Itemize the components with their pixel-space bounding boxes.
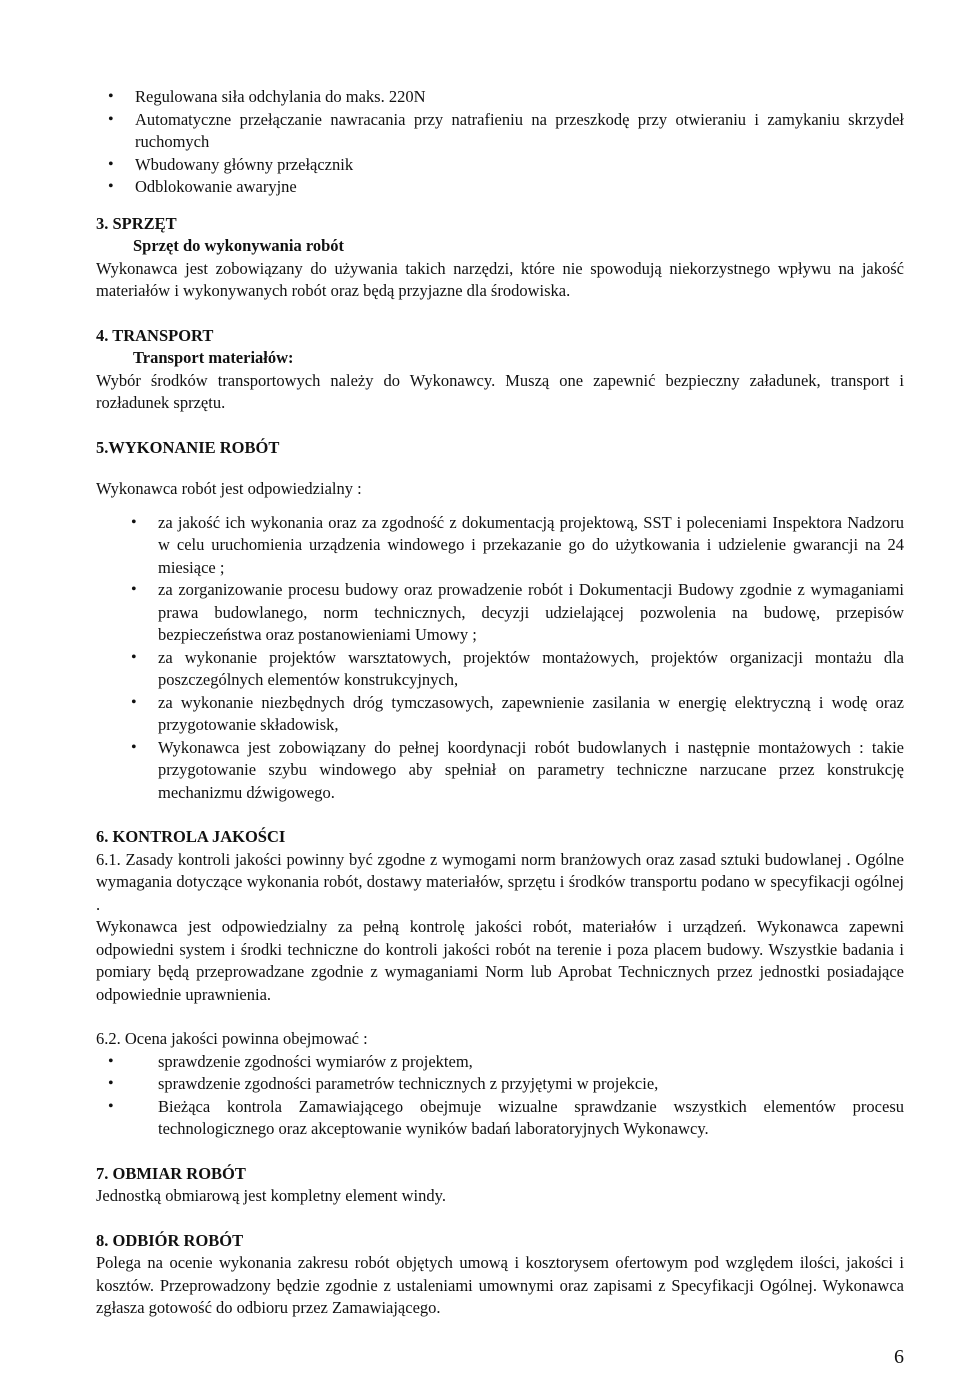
section-4 [96, 325, 904, 415]
list-item: • Regulowana siła odchylania do maks. 220N [96, 86, 904, 109]
responsibilities-list [96, 512, 904, 805]
section-body: Wykonawca jest zobowiązany do używania takich narzędzi, które nie spowodują niekorzystnego wpływu na jakość materiałów i wykonywanych robót oraz będą przyjazne dla środowiska. [96, 258, 904, 300]
list-item: • Bieżąca kontrola Zamawiającego obejmuje wizualne sprawdzanie wszystkich elementów procesu technologicznego oraz akceptowanie wyników badań laboratoryjnych Wykonawcy. [96, 1096, 904, 1141]
section-body: Polega na ocenie wykonania zakresu robót objętych umową i kosztorysem ofertowym pod względem ilości, jakości i kosztów. Przeprowadzony będzie zgodnie z ustaleniami umownymi oraz zapisami z Specyfikacji Ogólnej. Wykonawca zgłasza gotowość do odbioru przez Zamawiającego. [96, 1253, 904, 1317]
quality-checks-list [96, 1051, 904, 1141]
section-7 [96, 1163, 904, 1208]
section-heading: 5.WYKONANIE ROBÓT [96, 437, 280, 457]
list-item: • sprawdzenie zgodności wymiarów z projektem, [96, 1051, 904, 1074]
list-item: • za wykonanie projektów warsztatowych, projektów montażowych, projektów organizacji montażu dla poszczególnych elementów konstrukcyjnych, [96, 647, 904, 692]
section-subheading: Transport materiałów: [133, 348, 294, 367]
list-item: • Wykonawca jest zobowiązany do pełnej koordynacji robót budowlanych i następnie montażowych : takie przygotowanie szybu windowego aby spełniał on parametry techniczne narzucane przez konstrukcję mechanizmu dźwigowego. [96, 737, 904, 805]
document-page [96, 86, 904, 1320]
section-8 [96, 1230, 904, 1320]
section-paragraph: 6.2. Ocena jakości powinna obejmować : [96, 1029, 368, 1048]
section-heading: 8. ODBIÓR ROBÓT [96, 1230, 244, 1250]
list-item: • Wbudowany główny przełącznik [96, 154, 904, 177]
section-intro: Wykonawca robót jest odpowiedzialny : [96, 479, 362, 498]
list-item: • sprawdzenie zgodności parametrów technicznych z przyjętymi w projekcie, [96, 1073, 904, 1096]
section-heading: 3. SPRZĘT [96, 213, 177, 233]
section-heading: 6. KONTROLA JAKOŚCI [96, 827, 286, 846]
section-3 [96, 213, 904, 303]
list-item: • Odblokowanie awaryjne [96, 176, 904, 199]
section-subheading: Sprzęt do wykonywania robót [133, 236, 345, 255]
section-heading: 7. OBMIAR ROBÓT [96, 1163, 246, 1183]
section-5 [96, 437, 904, 805]
section-paragraph: Wykonawca jest odpowiedzialny za pełną kontrolę jakości robót, materiałów i urządzeń. Wykonawca zapewni odpowiedni system i środki techniczne do kontroli jakości robót na terenie i poza placem budowy. Wszystkie badania i pomiary będą przeprowadzane zgodnie z wymaganiami Norm lub Aprobat Technicznych przez jednostki posiadające odpowiednie uprawnienia. [96, 917, 904, 1004]
list-item: • za zorganizowanie procesu budowy oraz prowadzenie robót i Dokumentacji Budowy zgodnie z wymaganiami prawa budowlanego, norm technicznych, decyzji udzielającej pozwolenia na budowę, przepisów bezpieczeństwa oraz postanowieniami Umowy ; [96, 579, 904, 647]
section-6 [96, 826, 904, 1141]
list-item: • za wykonanie niezbędnych dróg tymczasowych, zapewnienie zasilania w energię elektryczną i wodę oraz przygotowanie składowisk, [96, 692, 904, 737]
section-heading: 4. TRANSPORT [96, 325, 214, 345]
list-item: • za jakość ich wykonania oraz za zgodność z dokumentacją projektową, SST i poleceniami Inspektora Nadzoru w celu uruchomienia urządzenia windowego i przekazanie go do użytkowania i udzielenie gwarancji na 24 miesiące ; [96, 512, 904, 580]
section-paragraph: 6.1. Zasady kontroli jakości powinny być zgodne z wymogami norm branżowych oraz zasad sztuki budowlanej . Ogólne wymagania dotyczące wykonania robót, dostawy materiałów, sprzętu i środków transportu podano w specyfikacji ogólnej . [96, 849, 904, 914]
features-list [96, 86, 904, 199]
list-item: • Automatyczne przełączanie nawracania przy natrafieniu na przeszkodę przy otwieraniu i zamykaniu skrzydeł ruchomych [96, 109, 904, 154]
section-body: Wybór środków transportowych należy do Wykonawcy. Muszą one zapewnić bezpieczny załadunek, transport i rozładunek sprzętu. [96, 370, 904, 412]
section-body: Jednostką obmiarową jest kompletny element windy. [96, 1186, 446, 1205]
page-number: 6 [894, 1346, 904, 1368]
